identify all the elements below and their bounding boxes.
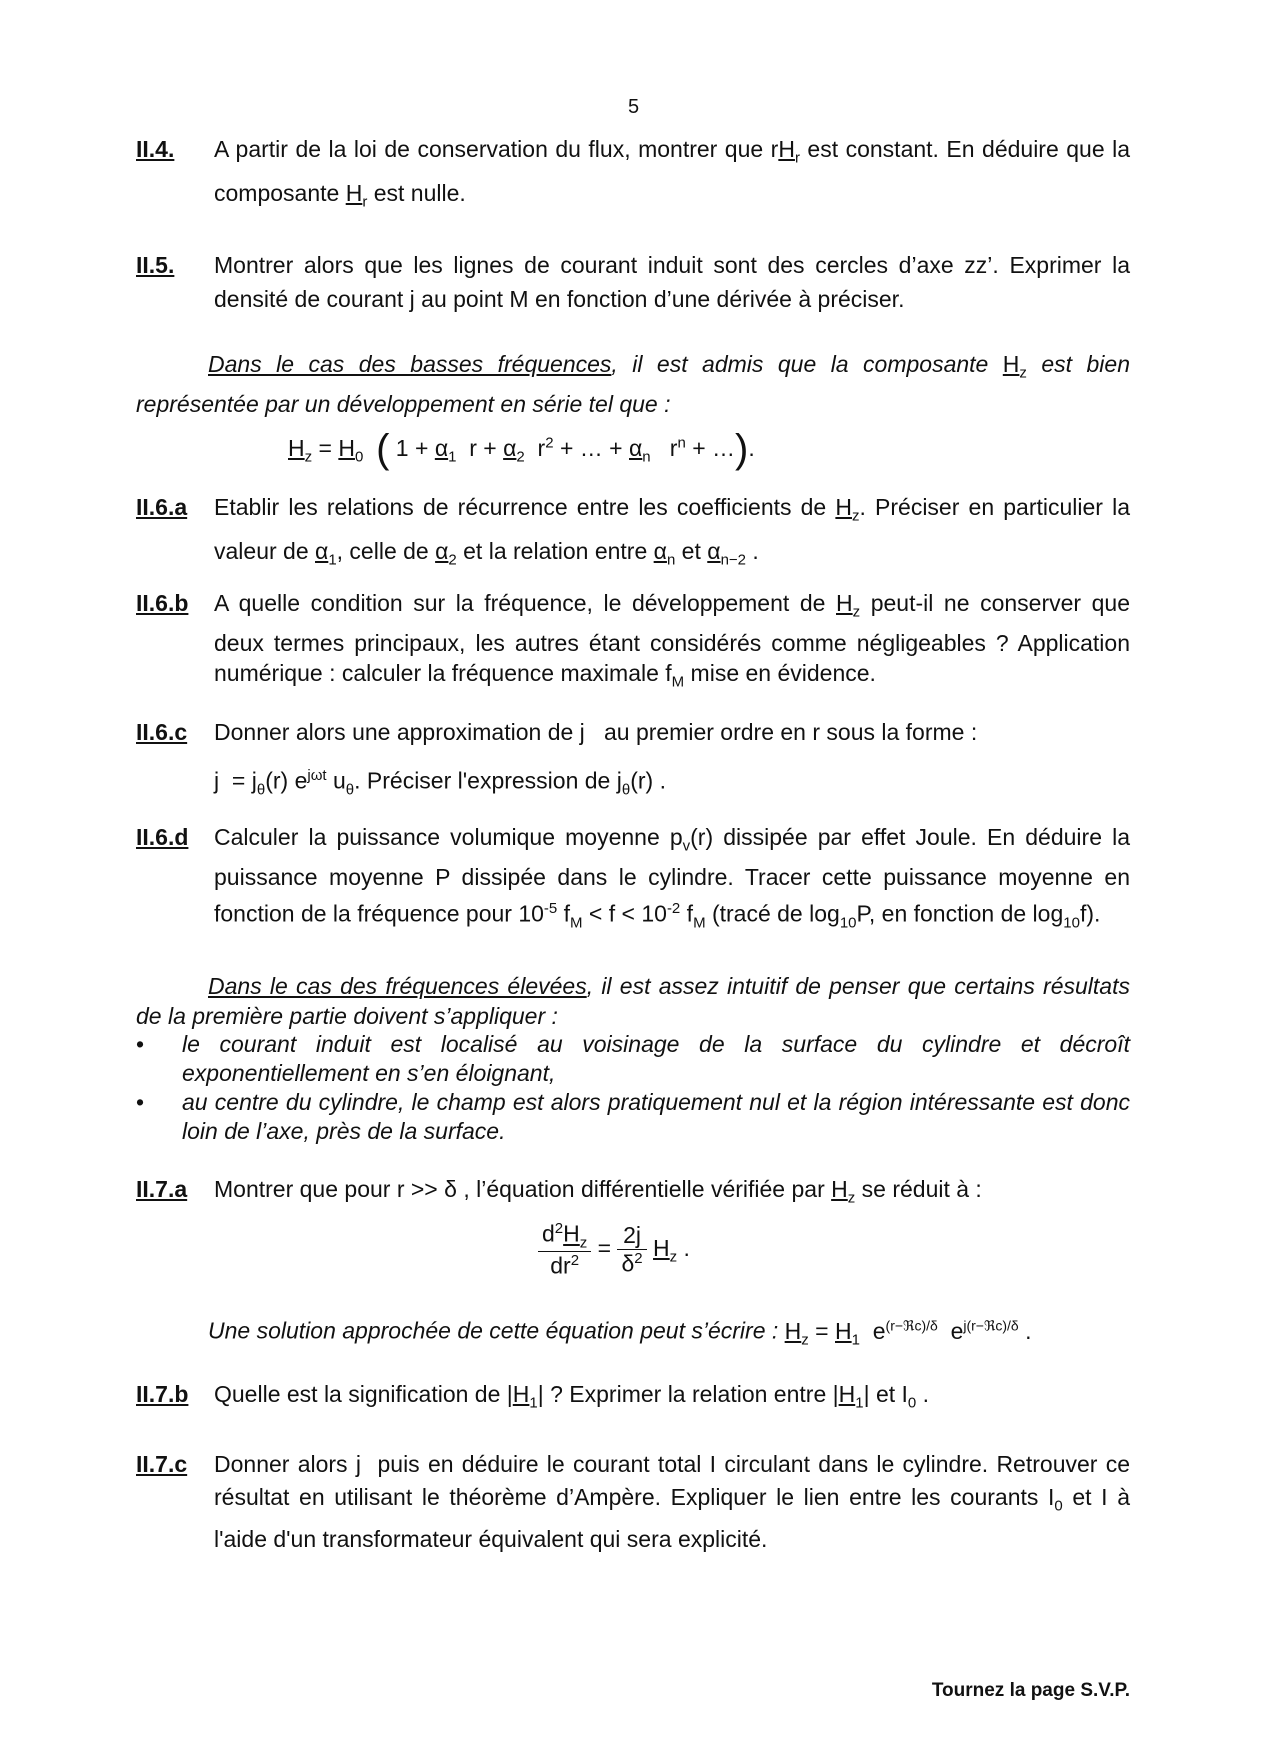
question-text: Montrer alors que les lignes de courant induit sont des cercles d’axe zz’. Exprimer la densité de courant j au point M en fonction d’une dérivée à préciser.	[214, 252, 1130, 312]
question-label: II.6.d	[136, 824, 189, 850]
list-item: • au centre du cylindre, le champ est alors pratiquement nul et la région intéressante est donc loin de l’axe, près de la surface.	[136, 1089, 1130, 1144]
question-label: II.7.b	[136, 1381, 189, 1407]
question-II6b	[136, 588, 1130, 697]
bullet-list	[136, 1030, 1130, 1146]
question-text: Montrer que pour r >> δ , l’équation différentielle vérifiée par $H_z$ se réduit à :	[214, 1176, 982, 1207]
math-symbol: H	[345, 179, 363, 206]
math-symbol: j	[409, 286, 415, 312]
question-II7c	[136, 1448, 1130, 1556]
question-text: A quelle condition sur la fréquence, le développement de $H_z$ peut-il ne conserver que deux termes principaux, les autres étant considérés comme négligeables ? Application numérique : calculer la fréquence maximale $f_M$ mise en évidence.	[214, 590, 1131, 691]
question-label: II.6.c	[136, 719, 188, 745]
question-II6c	[136, 710, 1130, 812]
question-label: II.7.c	[136, 1451, 188, 1477]
question-text: Quelle est la signification de $|H_1|$ ? Exprimer la relation entre $|H_1|$ et $I_0$ .	[214, 1381, 930, 1412]
equation-series: $H_z = H_0$ ( $1 + \alpha_1$ $r + \alpha_2$ $r^2$ + … + $\alpha_n$ $r^n$ + …).	[288, 427, 755, 471]
footer-note: Tournez la page S.V.P.	[931, 1680, 1130, 1701]
paragraph-high-frequency: Dans le cas des fréquences élevées, il est assez intuitif de penser que certains résultats de la première partie doivent s’appliquer :	[136, 973, 1130, 1029]
question-text: A partir de la loi de conservation du flux, montrer que $rH_r$ est constant. En déduire que la composante $H_r$ est nulle.	[214, 136, 1131, 211]
question-text: Etablir les relations de récurrence entre les coefficients de $H_z$. Préciser en particulier la valeur de $\alpha_1$, celle de $\alpha_2$ et la relation entre $\alpha_n$ et $\alpha_{n-2}$ .	[214, 494, 1130, 569]
question-II6a	[136, 490, 1130, 577]
question-II6d	[136, 822, 1130, 938]
question-label: II.6.b	[136, 590, 189, 616]
question-text: Donner alors une approximation de j au premier ordre en r sous la forme : $j = j_\theta(r)$ $e^{j\omega t}$ $u_\theta$. Préciser l'expression de $j_\theta(r)$ .	[214, 719, 978, 799]
question-II7a	[136, 1172, 1130, 1216]
question-label: II.6.a	[136, 494, 188, 520]
question-label: II.5.	[136, 252, 175, 278]
question-text: Donner alors j puis en déduire le courant total I circulant dans le cylindre. Retrouver ce résultat en utilisant le théorème d’Ampère. Expliquer le lien entre les courants $I_0$ et I à l'aide d'un transformateur équivalent qui sera explicité.	[214, 1451, 1130, 1552]
list-item: • le courant induit est localisé au voisinage de la surface du cylindre et décroît exponentiellement en s’en éloignant,	[136, 1031, 1130, 1086]
solution-line: Une solution approchée de cette équation peut s’écrire : $H_z = H_1$ $e^{(r-ℜc)/\delta}$ $e^{j(r-ℜc)/\delta}$ .	[208, 1317, 1032, 1349]
math-symbol: H	[1002, 351, 1020, 377]
question-II4	[136, 132, 1130, 219]
question-II7b	[136, 1377, 1130, 1421]
question-label: II.7.a	[136, 1176, 188, 1202]
question-label: II.4.	[136, 136, 175, 162]
question-II5	[136, 248, 1130, 316]
page-number: 5	[627, 96, 640, 118]
math-symbol: H	[778, 136, 795, 162]
paragraph-low-frequency: Dans le cas des basses fréquences, il est admis que la composante $H_z$ est bien représentée par un développement en série tel que :	[136, 351, 1130, 417]
question-text: Calculer la puissance volumique moyenne $p_v(r)$ dissipée par effet Joule. En déduire la puissance moyenne P dissipée dans le cylindre. Tracer cette puissance moyenne en fonction de la fréquence pour $10^{-5}$ $f_M < f < 10^{-2}$ $f_M$ (tracé de $\log_{10}P$, en fonction de $\log_{10}f$).	[214, 824, 1130, 931]
equation-differential: $\frac{d^2H_z}{dr^2}$ = $\frac{2j}{\delta^2}$ $H_z$ .	[538, 1220, 690, 1280]
